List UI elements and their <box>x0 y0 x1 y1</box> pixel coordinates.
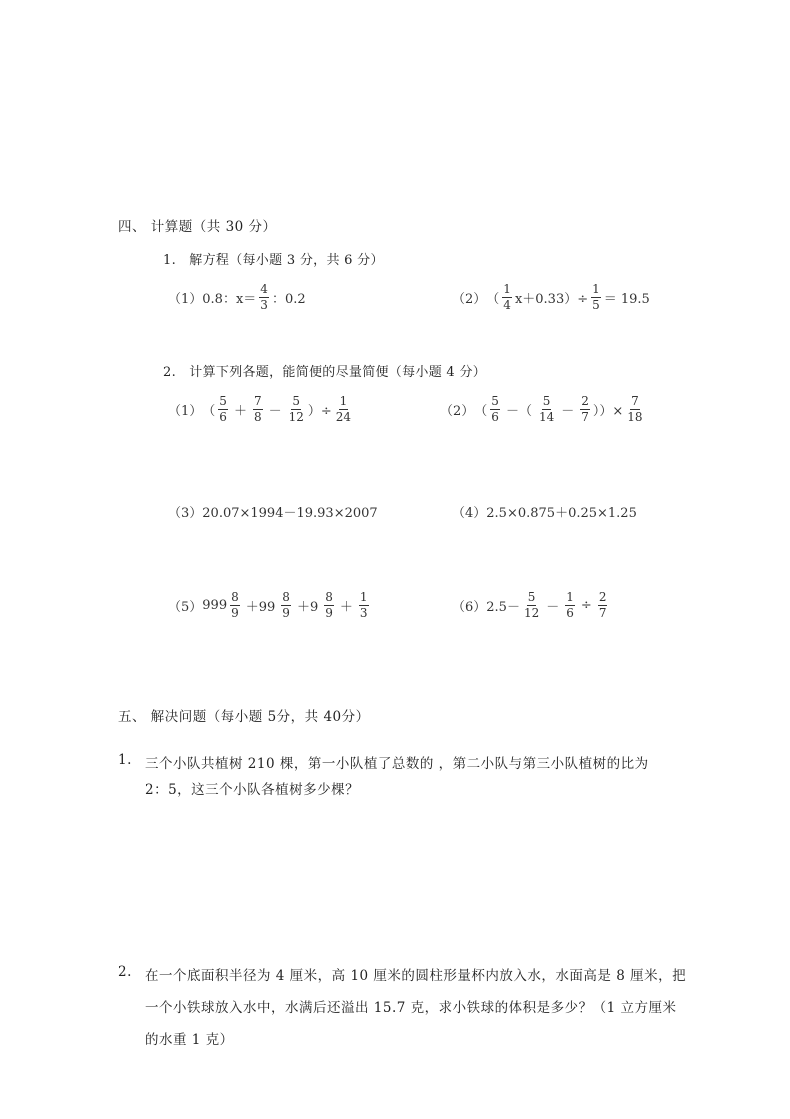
numerator: 8 <box>231 590 239 604</box>
question-2-line1: 在一个底面积半径为 4 厘米，高 10 厘米的圆柱形量杯内放入水，水面高是 8 厘米，把 <box>145 968 687 984</box>
numerator: 7 <box>253 394 262 408</box>
equation-1 <box>168 282 306 313</box>
calc-6 <box>452 590 610 621</box>
denominator: 7 <box>581 410 589 424</box>
denominator: 3 <box>260 298 268 312</box>
numerator: 8 <box>325 590 333 604</box>
operator: －（ <box>505 404 532 419</box>
problem-label: （1） <box>168 404 203 419</box>
denominator: 4 <box>503 298 511 312</box>
question-2-line2: 一个小铁球放入水中，水满后还溢出 15.7 克，求小铁球的体积是多少？（1 立方厘米 <box>145 1000 677 1016</box>
expr-text: ：0.2 <box>271 292 306 307</box>
expr-text: 2.5×0.875＋0.25×1.25 <box>486 506 637 521</box>
section5-title: 五、 解决问题（每小题 5分，共 40分） <box>118 709 370 725</box>
equation-2 <box>452 282 650 313</box>
fraction <box>598 590 608 621</box>
operator: ÷ <box>580 598 592 613</box>
question-2-line3: 的水重 1 克） <box>145 1032 234 1048</box>
question-1-line1: 三个小队共植树 210 棵，第一小队植了总数的 ，第二小队与第三小队植树的比为 <box>145 756 649 772</box>
calc-3 <box>168 502 378 521</box>
problem-label: （2） <box>452 292 487 307</box>
operator: ＋99 <box>245 600 276 615</box>
denominator: 6 <box>219 410 227 424</box>
numerator: 1 <box>592 282 600 296</box>
fraction <box>591 282 601 313</box>
fraction <box>523 590 540 621</box>
fraction <box>580 394 590 425</box>
numerator: 5 <box>491 394 499 408</box>
section4-title: 四、 计算题（共 30 分） <box>118 219 277 235</box>
numerator: 2 <box>581 394 589 408</box>
expr-text: x＋0.33）÷ <box>514 292 589 307</box>
numerator: 5 <box>219 394 227 408</box>
question-1-line2: 2：5，这三个小队各植树多少棵？ <box>145 782 360 798</box>
problem-label: （5） <box>168 600 203 615</box>
fraction <box>502 282 512 313</box>
fraction <box>281 590 291 621</box>
denominator: 24 <box>335 410 352 424</box>
fraction <box>335 394 352 425</box>
denominator: 5 <box>592 298 600 312</box>
denominator: 6 <box>491 410 499 424</box>
denominator: 12 <box>523 606 540 620</box>
denominator: 8 <box>253 410 262 424</box>
denominator: 9 <box>282 606 290 620</box>
fraction <box>253 394 263 425</box>
problem-label: （1） <box>168 292 203 307</box>
numerator: 2 <box>598 590 607 604</box>
numerator: 1 <box>359 590 368 604</box>
denominator: 9 <box>325 606 333 620</box>
operator: ＋ <box>233 404 247 419</box>
problem-label: （4） <box>452 506 487 521</box>
numerator: 4 <box>260 282 268 296</box>
expr-text: ）÷ <box>307 404 332 419</box>
operator: － <box>268 404 282 419</box>
fraction <box>259 282 269 313</box>
fraction <box>324 590 334 621</box>
part2-title: 2. 计算下列各题，能简便的尽量简便（每小题 4 分） <box>163 365 487 380</box>
fraction <box>626 394 643 425</box>
denominator: 3 <box>359 606 368 620</box>
numerator: 1 <box>503 282 511 296</box>
fraction <box>359 590 369 621</box>
numerator: 1 <box>566 590 574 604</box>
question-1-number: 1. <box>118 752 132 768</box>
fraction <box>288 394 305 425</box>
operator: － <box>561 404 575 419</box>
calc-5 <box>168 590 372 621</box>
expr-text: ＝ 19.5 <box>603 292 650 307</box>
expr-text: ））× <box>592 404 624 419</box>
operator: － <box>546 600 560 615</box>
expr-text: （ <box>474 404 488 419</box>
denominator: 7 <box>598 606 607 620</box>
numerator: 8 <box>282 590 290 604</box>
problem-label: （6） <box>452 600 487 615</box>
expr-text: （ <box>486 292 500 307</box>
denominator: 12 <box>288 410 304 424</box>
problem-label: （2） <box>440 404 475 419</box>
numerator: 1 <box>339 394 348 408</box>
expr-text: 0.8：x＝ <box>202 292 257 307</box>
fraction <box>490 394 500 425</box>
fraction <box>565 590 575 621</box>
calc-1 <box>168 394 355 425</box>
fraction <box>538 394 555 425</box>
denominator: 9 <box>231 606 239 620</box>
operator: ＋9 <box>296 600 319 615</box>
numerator: 5 <box>527 590 536 604</box>
expr-text: （ <box>202 404 216 419</box>
expr-text: 2.5－ <box>486 600 520 615</box>
part1-title: 1. 解方程（每小题 3 分，共 6 分） <box>163 253 384 268</box>
question-2-number: 2. <box>118 964 132 980</box>
problem-label: （3） <box>168 506 203 521</box>
calc-2 <box>440 394 647 425</box>
denominator: 6 <box>566 606 574 620</box>
denominator: 18 <box>627 410 643 424</box>
expr-text: 999 <box>202 598 228 613</box>
calc-4 <box>452 502 637 521</box>
expr-text: 20.07×1994－19.93×2007 <box>202 506 378 521</box>
numerator: 7 <box>631 394 639 408</box>
operator: ＋ <box>339 600 353 615</box>
denominator: 14 <box>538 410 555 424</box>
numerator: 5 <box>292 394 301 408</box>
fraction <box>230 590 240 621</box>
numerator: 5 <box>542 394 551 408</box>
fraction <box>218 394 228 425</box>
